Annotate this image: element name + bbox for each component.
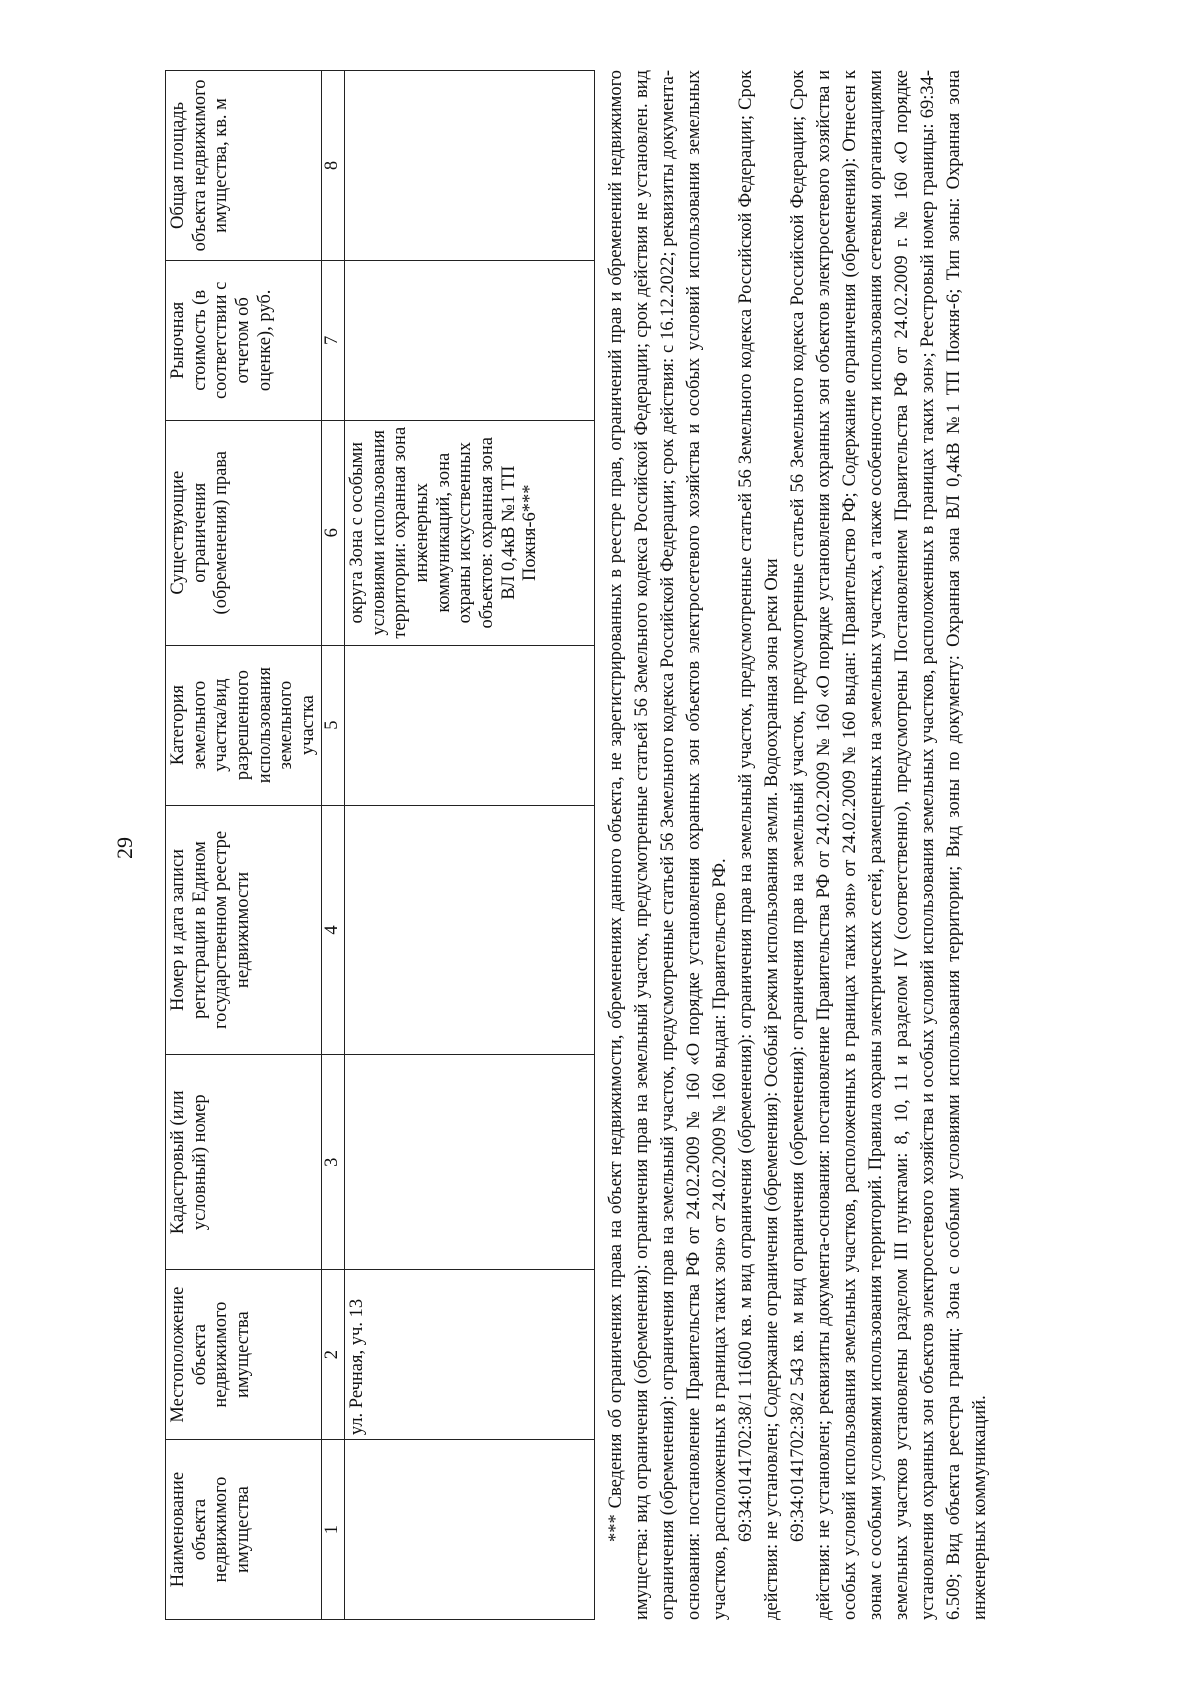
footnote-paragraph: 69:34:0141702:38/2 543 кв. м вид ограничения (обременения): ограничения прав на земельный участок, предусмотренные статьей 56 Земельного кодекса Российской Федерации; Срок действия: не установлен; реквизиты документа-основания: постановление Правительства РФ от 24.02.2009 № 160 «О порядке установления охранных зон объектов электросетевого хозяйства и особых условий использования земельных участков, расположенных в границах таких зон» от 24.02.2009 № 160 выдан: Правительство РФ; Содержание ограничения (обременения): Отнесен к зонам с особыми условиями использования территорий. Правила охраны электрических сетей, размещенных на земельных участках, а также особенности использования сетевыми организациями земельных участков установлены разделом III пунктами: 8, 10, 11 и разделом IV (соответственно), предусмотрены Постановлением Правительства РФ от 24.02.2009 г. № 160 «О порядке установления охранных зон объектов электросетевого хозяйства и особых условий использования земельных участков, расположенных в границах таких зон»; Реестровый номер границы: 69:34-6.509; Вид объекта реестра границ: Зона с особыми условиями использования территории; Вид зоны по документу: Охранная зона ВЛ 0,4кВ №1 ТП Пожня-6; Тип зоны: Охранная зона инженерных коммуникаций. <box>788 70 990 1620</box>
cell-location: ул. Речная, уч. 13 <box>345 1270 595 1440</box>
cell-market-value <box>345 260 595 420</box>
cell-name <box>345 1440 595 1620</box>
cell-area <box>345 71 595 261</box>
column-number: 6 <box>322 420 345 645</box>
footnote-paragraph: 69:34:0141702:38/1 11600 кв. м вид ограничения (обременения): ограничения прав на земельный участок, предусмотренные статьей 56 Земельного кодекса Российской Федерации; Срок действия: не установлен; Содержание ограничения (обременения): Особый режим использования земли. Водоохранная зона реки Оки <box>736 70 782 1620</box>
header-market-value: Рыночная стоимость (в соответствии с отчетом об оценке), руб. <box>166 260 322 420</box>
header-restrictions: Существующие ограничения (обременения) права <box>166 420 322 645</box>
header-name: Наименование объекта недвижимого имущества <box>166 1440 322 1620</box>
header-cadastral: Кадастровый (или условный) номер <box>166 1055 322 1270</box>
header-area: Общая площадь объекта недвижимого имущества, кв. м <box>166 71 322 261</box>
header-location: Местоположение объекта недвижимого имущества <box>166 1270 322 1440</box>
header-registration: Номер и дата записи регистрации в Едином государственном реестре недвижимости <box>166 805 322 1055</box>
column-number: 5 <box>322 645 345 805</box>
column-number: 8 <box>322 71 345 261</box>
footnotes <box>603 70 993 1620</box>
column-number: 2 <box>322 1270 345 1440</box>
cell-category <box>345 645 595 805</box>
column-number: 3 <box>322 1055 345 1270</box>
cell-restrictions: округа Зона с особыми условиями использования территории: охранная зона инженерных коммуникаций, зона охраны искусственных объектов: охранная зона ВЛ 0,4кВ №1 ТП Пожня-6*** <box>345 420 595 645</box>
rotated-page-content <box>165 70 1185 1620</box>
column-number-row <box>322 71 345 1620</box>
table-header-row <box>166 71 322 1620</box>
page-number: 29 <box>112 837 137 859</box>
property-table <box>165 70 595 1620</box>
column-number: 4 <box>322 805 345 1055</box>
column-number: 1 <box>322 1440 345 1620</box>
footnote-paragraph: *** Сведения об ограничениях права на объект недвижимости, обременениях данного объекта, не зарегистрированных в реестре прав, ограничений прав и обременений недвижимого имущества: вид ограничения (обременения): ограничения прав на земельный участок, предусмотренные статьей 56 Земельного кодекса Российской Федерации; срок действия не установлен. вид ограничения (обременения): ограничения прав на земельный участок, предусмотренные статьей 56 Земельного кодекса Российской Федерации; срок действия: с 16.12.2022; реквизиты документа-основания: постановление Правительства РФ от 24.02.2009 № 160 «О порядке установления охранных зон объектов электросетевого хозяйства и особых условий использования земельных участков, расположенных в границах таких зон» от 24.02.2009 № 160 выдан: Правительство РФ. <box>606 70 730 1620</box>
column-number: 7 <box>322 260 345 420</box>
header-category: Категория земельного участка/вид разрешенного использования земельного участка <box>166 645 322 805</box>
cell-cadastral <box>345 1055 595 1270</box>
cell-registration <box>345 805 595 1055</box>
table-row <box>345 71 595 1620</box>
